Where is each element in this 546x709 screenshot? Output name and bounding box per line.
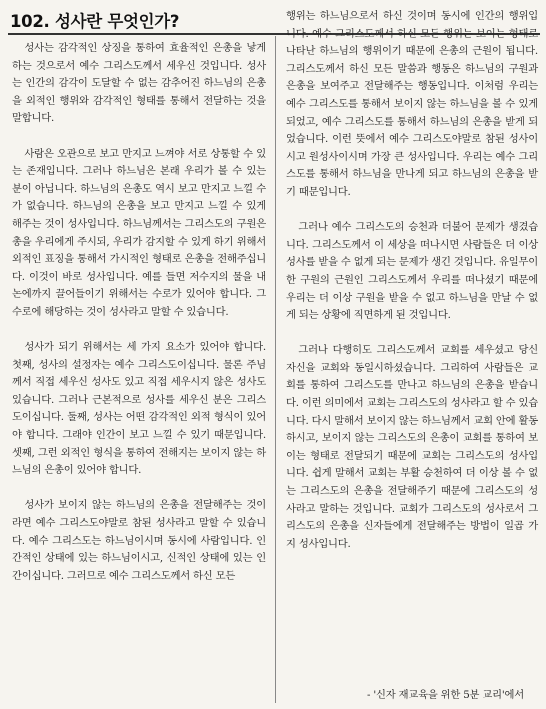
- paragraph: 성사는 감각적인 상징을 통하여 효율적인 은총을 낳게 하는 것으로서 예수 그리스도께서 세우신 것입니다. 성사는 인간의 감각이 도달할 수 없는 감추어진 하느님의 은총을 외적인 행위와 감각적인 형태를 통해서 전달하는 것을 말합니다.: [12, 42, 266, 125]
- left-column: [12, 40, 266, 585]
- page-title: 102. 성사란 무엇인가?: [10, 12, 180, 31]
- paragraph: 그러나 다행히도 그리스도께서 교회를 세우셨고 당신 자신을 교회와 동일시하셨습니다. 그리하여 사람들은 교회를 통하여 그리스도를 만나고 하느님의 은총을 받습니다. 이런 의미에서 교회는 그리스도의 성사라고 할 수 있습니다. 다시 말해서 보이지 않는 하느님께서 교회 안에 활동하시고, 보이지 않는 그리스도의 은총이 교회를 통하여 보이는 형태로 전달되기 때문에 교회는 그리스도의 성사입니다. 쉽게 말해서 교회는 부활 승천하여 더 이상 볼 수 없는 그리스도의 은총을 전달해주기 때문에 그리스도의 성사라고 말하는 것입니다. 교회가 그리스도의 성사로서 그리스도의 은총을 신자들에게 전달해주는 방법이 일곱 가지 성사입니다.: [286, 344, 538, 550]
- source-citation: - '신자 재교육을 위한 5분 교리'에서: [367, 689, 524, 701]
- right-column: [286, 8, 538, 553]
- paragraph: 그러나 예수 그리스도의 승천과 더불어 문제가 생겼습니다. 그리스도께서 이 세상을 떠나시면 사람들은 더 이상 성사를 받을 수 없게 되는 문제가 생긴 것입니다. 유일무이한 구원의 근원인 그리스도께서 우리를 떠나셨기 때문에 우리는 더 이상 구원을 받을 수 없고 하느님을 만날 수 없게 되는 상황에 직면하게 된 것입니다.: [286, 221, 538, 322]
- paragraph: 성사가 되기 위해서는 세 가지 요소가 있어야 합니다. 첫째, 성사의 설정자는 예수 그리스도이십니다. 물론 주님께서 직접 세우신 성사도 있고 직접 세우시지 않은 성사도 있습니다. 그러나 근본적으로 성사를 세우신 분은 그리스도이십니다. 둘째, 성사는 어떤 감각적인 외적 형식이 있어야 합니다. 그래야 인간이 보고 느낄 수 있기 때문입니다. 셋째, 그런 외적인 형식을 통하여 전해지는 보이지 않는 하느님의 은총이 있어야 합니다.: [12, 341, 266, 477]
- paragraph: 성사가 보이지 않는 하느님의 은총을 전달해주는 것이라면 예수 그리스도야말로 참된 성사라고 말할 수 있습니다. 예수 그리스도는 하느님이시며 동시에 사람입니다. 인간적인 상태에 있는 하느님이시고, 신적인 상태에 있는 인간이십니다. 그러므로 예수 그리스도께서 하신 모든: [12, 499, 266, 582]
- paragraph: 사람은 오관으로 보고 만지고 느껴야 서로 상통할 수 있는 존재입니다. 그러나 하느님은 본래 우리가 볼 수 있는 분이 아닙니다. 하느님의 은총도 역시 보고 만지고 느낄 수가 없습니다. 하느님의 은총을 보고 만지고 느낄 수 있게 해주는 것이 성사입니다. 하느님께서는 그리스도의 구원은총을 우리에게 주시되, 우리가 감지할 수 있게 하기 위해서 외적인 표징을 통해서 가시적인 형태로 은총을 전해주십니다. 이것이 바로 성사입니다. 예를 들면 저수지의 물을 내 논에까지 끌어들이기 위해서는 수로가 있어야 합니다. 그 수로에 해당하는 것이 성사라고 말할 수 있습니다.: [12, 147, 266, 318]
- column-divider: [275, 36, 276, 703]
- paragraph: 행위는 하느님으로서 하신 것이며 동시에 인간의 행위입니다. 예수 그리스도께서 하신 모든 행위는 보이는 형태로 나타난 하느님의 행위이기 때문에 은총의 근원이 됩니다. 그리스도께서 하신 모든 말씀과 행동은 하느님의 구원과 은총을 보여주고 전달해주는 행동입니다. 이처럼 우리는 예수 그리스도를 통해서 보이지 않는 하느님을 볼 수 있게 되었고, 예수 그리스도를 통해서 하느님의 은총을 받게 되었습니다. 이런 뜻에서 예수 그리스도야말로 참된 성사이시고 원성사이시며 가장 큰 성사입니다. 우리는 예수 그리스도를 통해서 하느님을 만나게 되고 하느님의 은총을 받기 때문입니다.: [286, 10, 538, 198]
